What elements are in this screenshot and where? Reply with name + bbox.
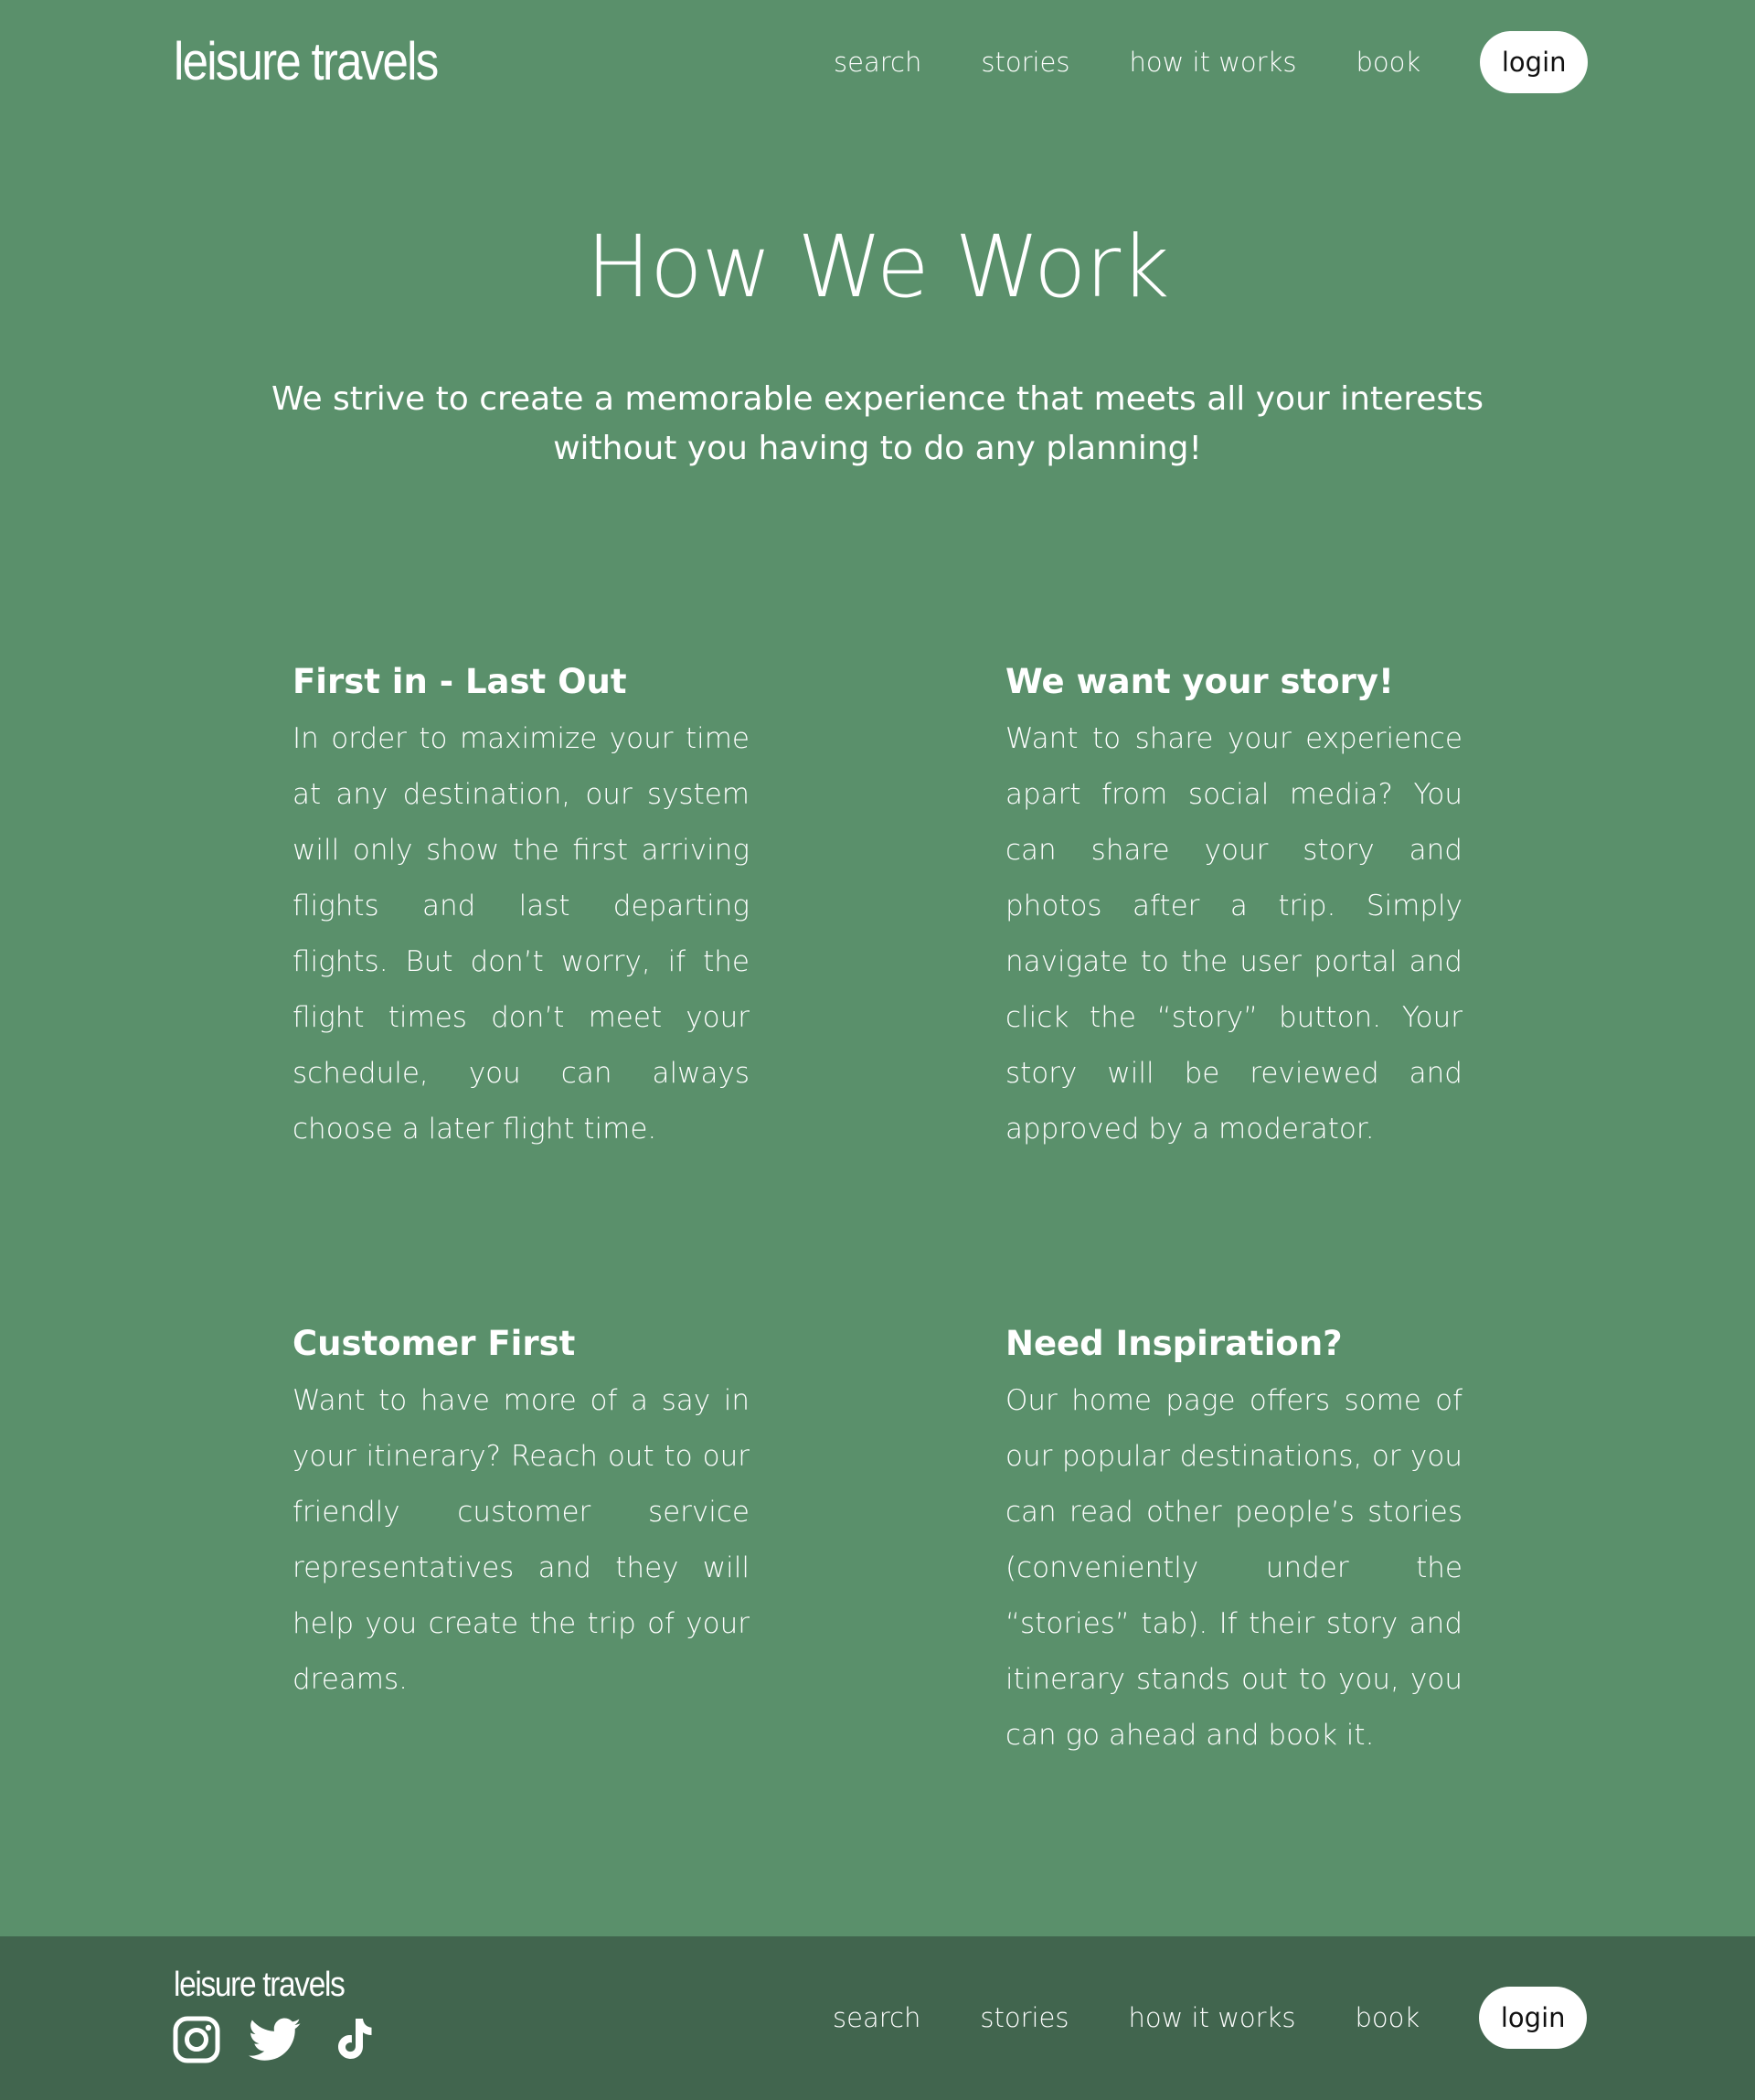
footer-logo[interactable]: leisure travels <box>174 1966 345 2004</box>
feature-heading: We want your story! <box>1005 662 1394 701</box>
footer-nav-link-search[interactable]: search <box>833 2002 921 2033</box>
nav-link-book[interactable]: book <box>1356 47 1421 78</box>
footer-nav-link-stories[interactable]: stories <box>980 2002 1069 2033</box>
tiktok-icon[interactable] <box>329 2015 378 2064</box>
site-logo[interactable]: leisure travels <box>174 32 438 91</box>
feature-body: Want to have more of a say in your itinerary? Reach out to our friendly customer service representatives and they will help you create the trip of your dreams. <box>292 1384 750 1696</box>
login-button[interactable]: login <box>1480 31 1588 93</box>
nav-link-search[interactable]: search <box>834 47 922 78</box>
page-subtitle: We strive to create a memorable experience that meets all your interests without you having to do any planning! <box>271 380 1484 467</box>
feature-body: Our home page offers some of our popular destinations, or you can read other people’s stories (conveniently under the “stories” tab). If their story and itinerary stands out to you, you can go ahead and book it. <box>1005 1384 1462 1752</box>
feature-body: Want to share your experience apart from social media? You can share your story and photos after a trip. Simply navigate to the user portal and click the “story” button. Your story will be reviewed and approved by a moderator. <box>1005 722 1462 1146</box>
feature-first-in-last-out <box>292 656 750 1157</box>
site-header <box>0 0 1755 128</box>
footer-nav <box>833 1987 1587 2049</box>
footer-nav-link-how-it-works[interactable]: how it works <box>1128 2002 1296 2033</box>
feature-customer-first <box>292 1318 750 1708</box>
feature-heading: Customer First <box>292 1324 576 1363</box>
feature-heading: First in - Last Out <box>292 662 627 701</box>
social-links <box>172 2013 406 2066</box>
feature-heading: Need Inspiration? <box>1005 1324 1343 1363</box>
nav-link-how-it-works[interactable]: how it works <box>1129 47 1297 78</box>
nav-link-stories[interactable]: stories <box>981 47 1070 78</box>
site-footer <box>0 1936 1755 2100</box>
page-title: How We Work <box>586 218 1169 317</box>
footer-login-button[interactable]: login <box>1479 1987 1587 2049</box>
main-nav <box>834 31 1588 93</box>
feature-body: In order to maximize your time at any destination, our system will only show the first arriving flights and last departing flights. But don’t worry, if the flight times don’t meet your schedule, you can always choose a later flight time. <box>292 722 750 1146</box>
feature-your-story <box>1005 656 1462 1157</box>
twitter-icon[interactable] <box>249 2013 302 2066</box>
instagram-icon[interactable] <box>172 2015 221 2064</box>
feature-need-inspiration <box>1005 1318 1462 1764</box>
footer-nav-link-book[interactable]: book <box>1355 2002 1420 2033</box>
